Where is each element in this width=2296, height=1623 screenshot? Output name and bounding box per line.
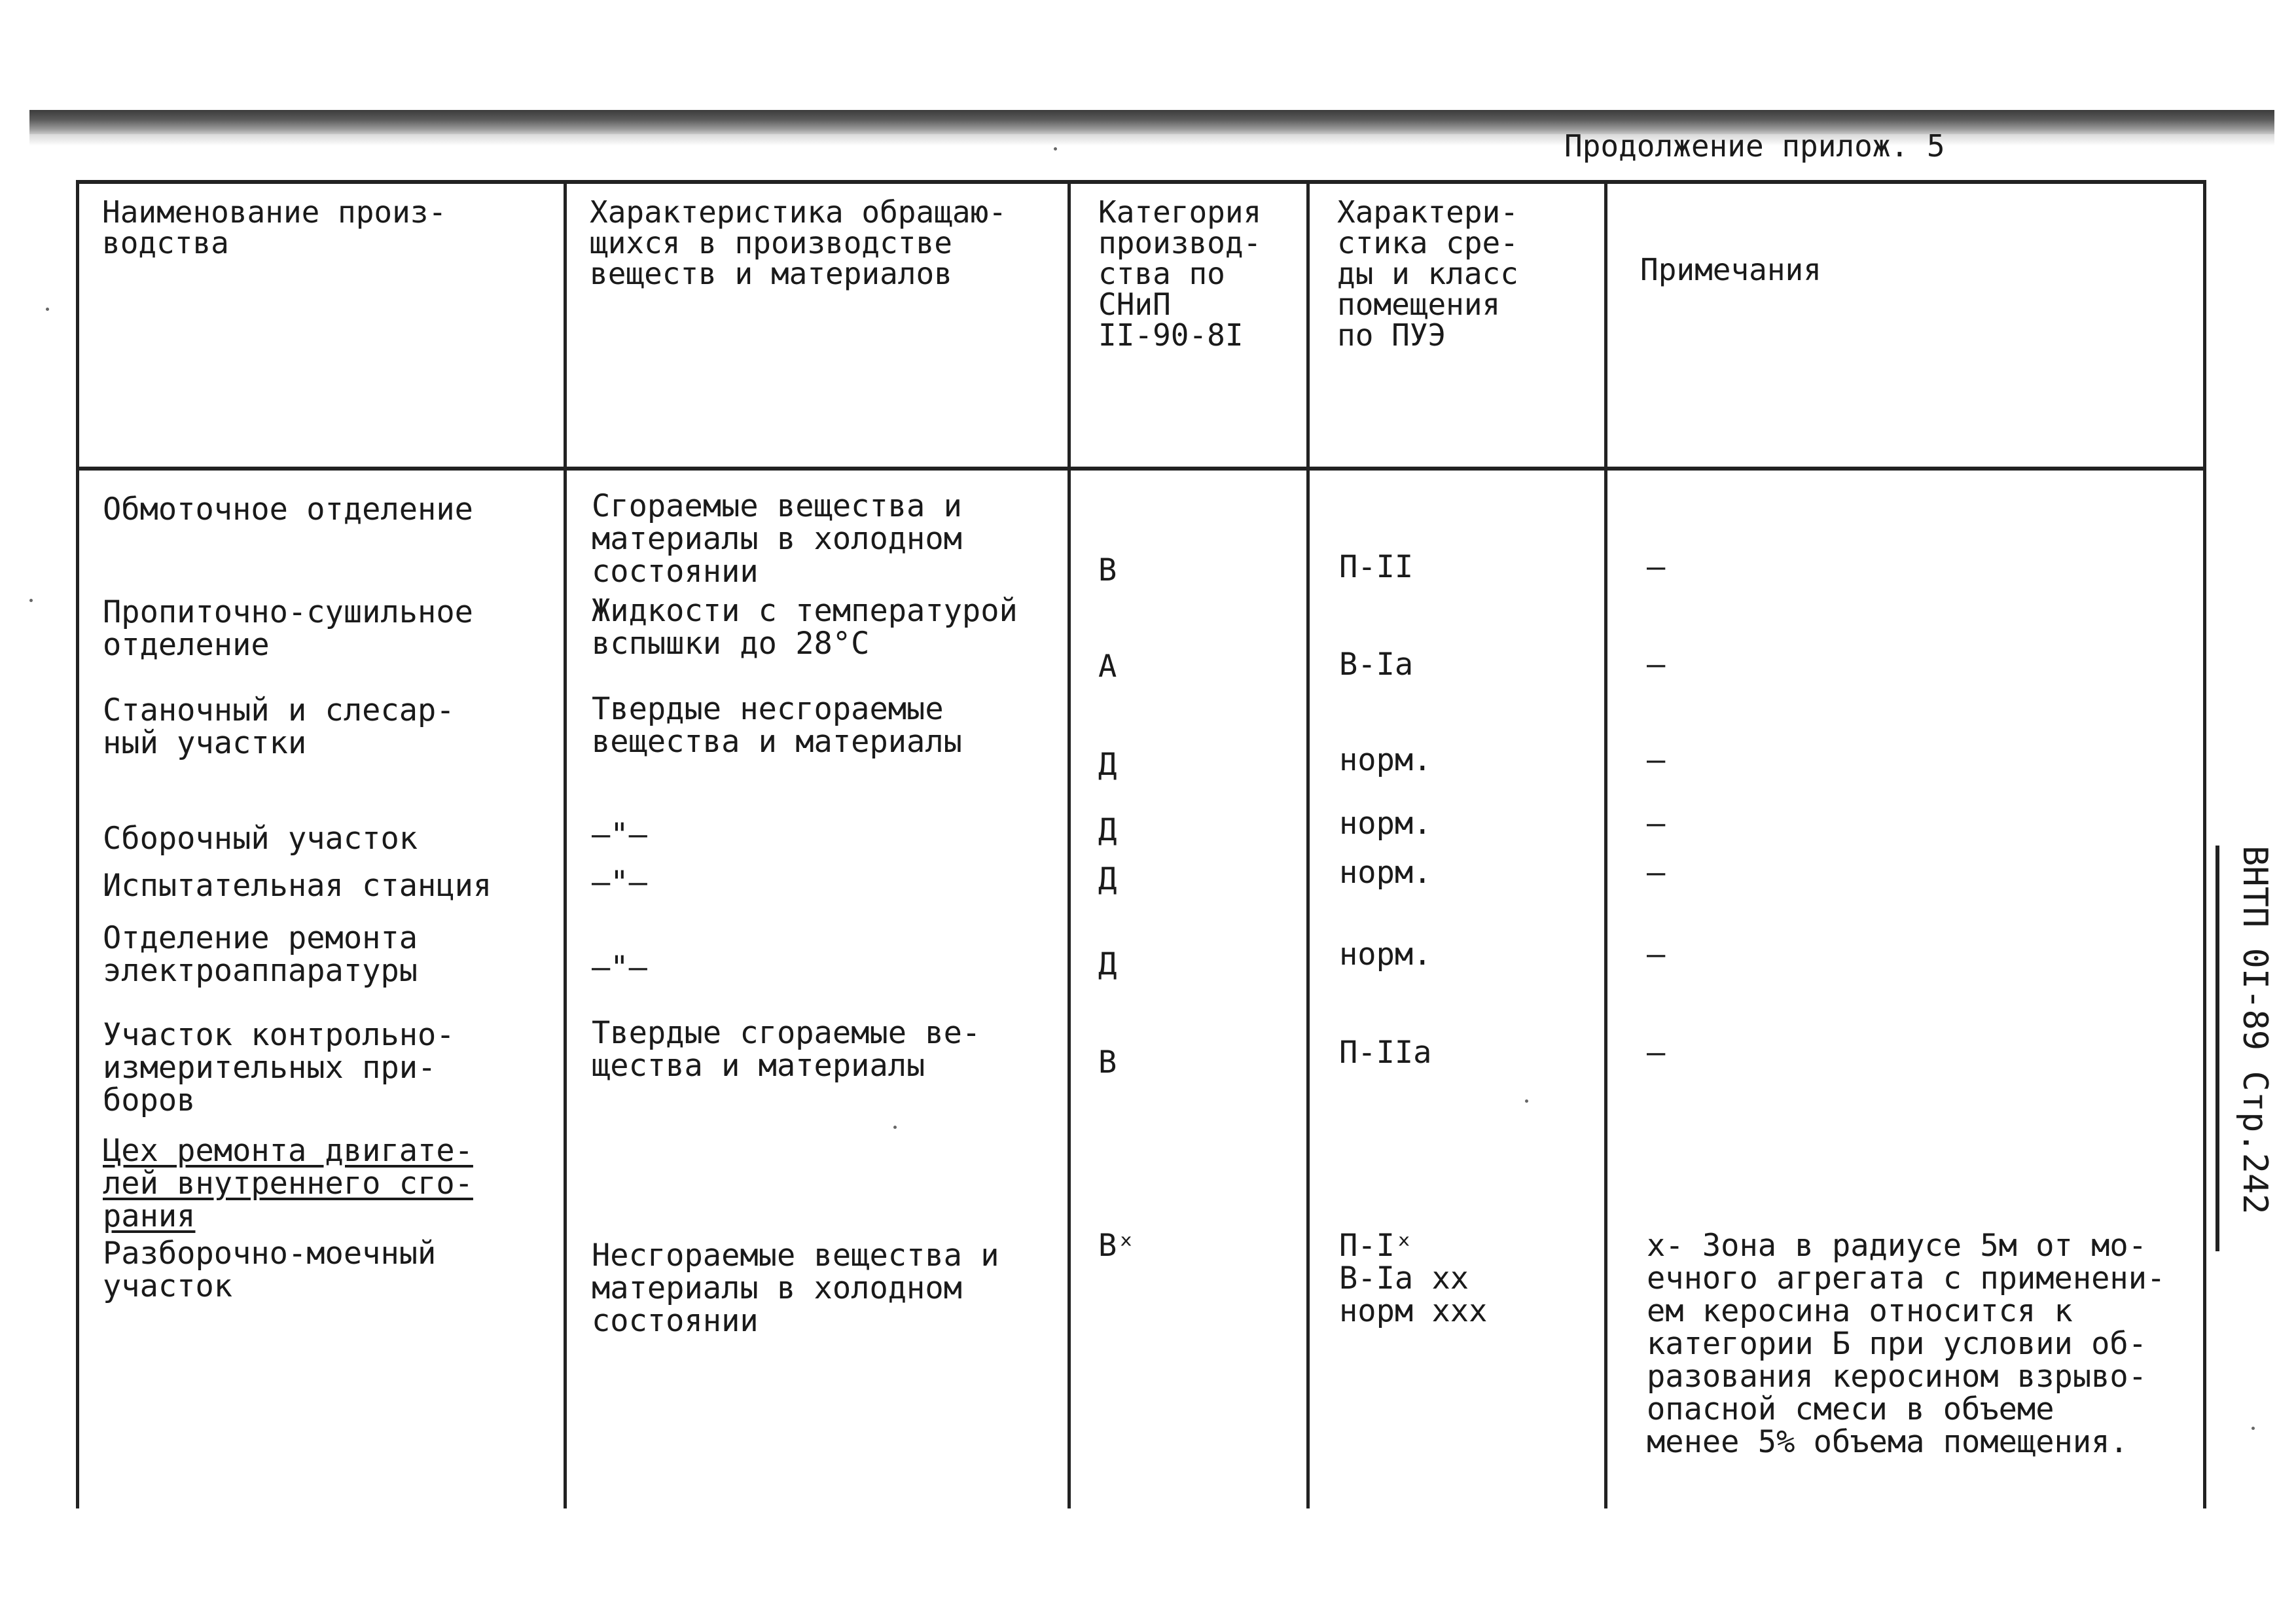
row-environment: норм.: [1339, 855, 1432, 891]
production-table: [76, 180, 2206, 1508]
continuation-label: Продолжение прилож. 5: [1564, 128, 1945, 164]
table-header-row: [78, 182, 2205, 469]
row-category: А: [1098, 649, 1117, 685]
row-materials: Твердые сгораемые ве- щества и материалы: [592, 1015, 981, 1084]
row-environment: П-Iˣ В-Iа хх норм ххх: [1339, 1228, 1488, 1329]
row-category: Д: [1098, 812, 1117, 848]
header-production-name: Наименование произ- водства: [78, 182, 565, 469]
side-stamp: [2215, 846, 2285, 1251]
row-name: Пропиточно-сушильное отделение: [103, 594, 473, 663]
header-materials: Характеристика обращаю- щихся в производстве веществ и материалов: [565, 182, 1069, 469]
page-reference: ВНТП 0I-89 Стр.242: [2235, 846, 2274, 1215]
row-name: Разборочно-моечный участок: [103, 1236, 437, 1304]
row-name: Испытательная станция: [103, 868, 492, 904]
row-environment: норм.: [1339, 742, 1432, 778]
section-heading: Цех ремонта двигате- лей внутреннего сго- рания: [103, 1133, 473, 1234]
row-category: Вˣ: [1098, 1228, 1136, 1264]
row-materials: Сгораемые вещества и материалы в холодном состоянии: [592, 488, 962, 590]
header-notes: Примечания: [1606, 182, 2205, 469]
row-name: Отделение ремонта электроаппаратуры: [103, 920, 418, 989]
row-environment: П-IIа: [1339, 1035, 1432, 1071]
scan-speck: [29, 599, 33, 602]
scan-speck: [46, 308, 49, 311]
row-environment: норм.: [1339, 806, 1432, 842]
row-name: Сборочный участок: [103, 821, 418, 857]
header-environment: Характери- стика сре- ды и класс помещения по ПУЭ: [1308, 182, 1606, 469]
row-notes: –: [1647, 742, 1666, 778]
row-category: В: [1098, 552, 1117, 588]
row-materials: Жидкости с температурой вспышки до 28°С: [592, 593, 1018, 662]
scan-speck: [1525, 1099, 1528, 1103]
row-materials: Твердые несгораемые вещества и материалы: [592, 691, 962, 760]
row-environment: П-II: [1339, 549, 1414, 585]
column-production-name: [78, 469, 565, 1508]
row-environment: В-Iа: [1339, 647, 1414, 683]
column-category: [1069, 469, 1308, 1508]
row-notes: –: [1647, 936, 1666, 972]
row-materials: Несгораемые вещества и материалы в холодном состоянии: [592, 1238, 999, 1339]
footnote-text: х- Зона в радиусе 5м от мо- ечного агрегата с применени- ем керосина относится к категории Б при условии об- разования керосином взрыво- опасной смеси в объеме менее 5% объема помещения.: [1647, 1228, 2166, 1460]
row-notes: –: [1647, 1035, 1666, 1071]
header-category: Категория производ- ства по СНиП II-90-8I: [1069, 182, 1308, 469]
row-name: Станочный и слесар- ный участки: [103, 692, 455, 761]
column-materials: [565, 469, 1069, 1508]
row-notes: –: [1647, 549, 1666, 585]
scan-speck: [893, 1126, 897, 1129]
column-notes: [1606, 469, 2205, 1508]
row-notes: –: [1647, 855, 1666, 891]
scan-speck: [2251, 1427, 2255, 1430]
row-materials: –"–: [592, 817, 647, 853]
row-category: Д: [1098, 861, 1117, 897]
table-body: [78, 469, 2205, 1508]
row-category: В: [1098, 1044, 1117, 1080]
row-category: Д: [1098, 946, 1117, 982]
row-notes: –: [1647, 647, 1666, 683]
row-notes: –: [1647, 806, 1666, 842]
row-materials: –"–: [592, 950, 647, 986]
column-environment: [1308, 469, 1606, 1508]
row-materials: –"–: [592, 865, 647, 901]
scan-speck: [1054, 147, 1057, 151]
row-name: Участок контрольно- измерительных при- боров: [103, 1017, 455, 1118]
row-category: Д: [1098, 747, 1117, 783]
row-name: Обмоточное отделение: [103, 491, 473, 527]
row-environment: норм.: [1339, 936, 1432, 972]
